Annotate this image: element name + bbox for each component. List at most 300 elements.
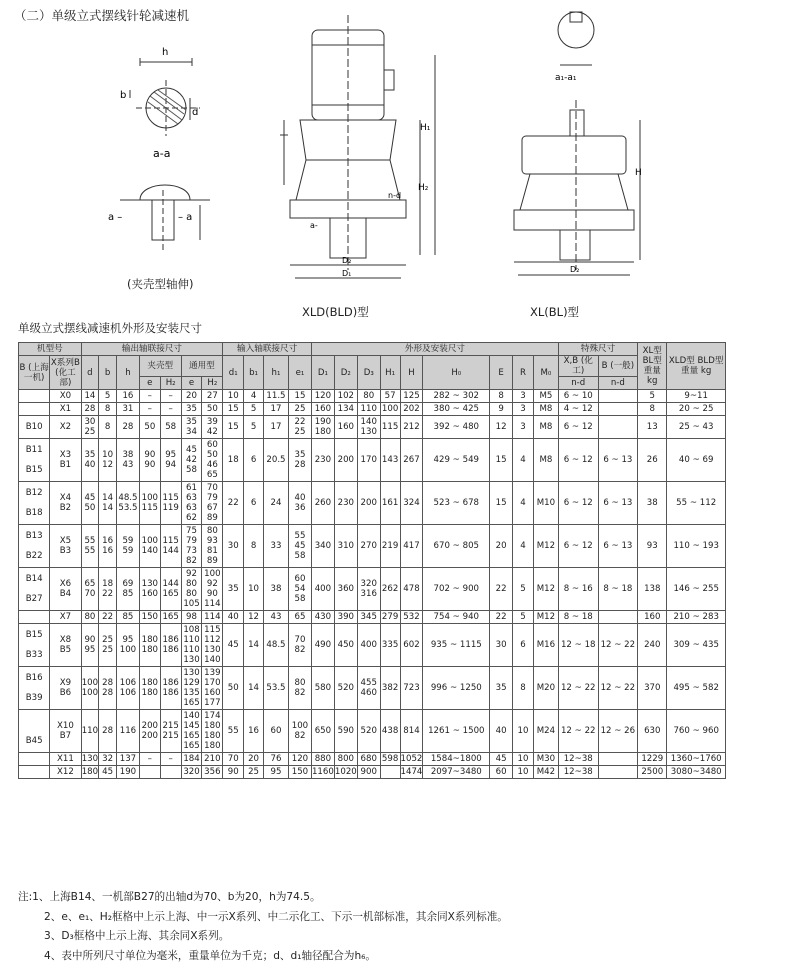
table-cell: 137 xyxy=(116,753,139,766)
svg-text:D₂: D₂ xyxy=(342,256,352,265)
table-cell: 45 xyxy=(99,766,117,779)
table-cell: M42 xyxy=(533,766,558,779)
table-cell: 31 xyxy=(116,403,139,416)
table-cell: 33 xyxy=(263,525,288,568)
table-cell: 5 xyxy=(513,611,534,624)
table-cell: 6 ~ 12 xyxy=(558,439,598,482)
table-cell: X12 xyxy=(50,766,81,779)
svg-text:a –: a – xyxy=(108,212,123,223)
table-cell: 53.5 xyxy=(263,667,288,710)
clamp-shaft-caption: (夹壳型轴伸) xyxy=(127,277,194,291)
table-cell: 219 xyxy=(380,525,400,568)
table-cell: 28 28 xyxy=(99,667,117,710)
svg-text:H: H xyxy=(635,168,642,178)
table-cell: 1584~1800 xyxy=(423,753,490,766)
table-cell: 723 xyxy=(400,667,423,710)
table-cell: 116 xyxy=(116,710,139,753)
table-cell xyxy=(19,390,50,403)
table-cell: 6 ~ 12 xyxy=(558,482,598,525)
table-cell xyxy=(19,753,50,766)
table-cell: 800 xyxy=(334,753,357,766)
table-cell: 380 ~ 425 xyxy=(423,403,490,416)
table-cell: 28 xyxy=(81,403,99,416)
table-cell: 186 186 xyxy=(160,667,181,710)
table-cell: M20 xyxy=(533,667,558,710)
table-cell: 38 43 xyxy=(116,439,139,482)
table-cell: 10 xyxy=(244,568,264,611)
hdr-d1: d₁ xyxy=(223,356,244,390)
table-cell: 160 xyxy=(334,416,357,439)
table-cell: 60 xyxy=(263,710,288,753)
table-cell: 202 xyxy=(400,403,423,416)
table-cell: 55 55 xyxy=(81,525,99,568)
hdr-b: b xyxy=(99,356,117,390)
table-cell: 324 xyxy=(400,482,423,525)
hdr-H: H xyxy=(400,356,423,390)
table-cell: 6 ~ 12 xyxy=(558,416,598,439)
table-cell: 490 xyxy=(311,624,334,667)
table-cell: X4 B2 xyxy=(50,482,81,525)
table-cell: 4 ~ 12 xyxy=(558,403,598,416)
table-cell: 814 xyxy=(400,710,423,753)
table-cell: 14 xyxy=(244,667,264,710)
table-cell: 215 215 xyxy=(160,710,181,753)
table-row xyxy=(19,416,726,439)
table-cell: 6 xyxy=(244,439,264,482)
table-cell: 16 xyxy=(116,390,139,403)
table-cell: 40 xyxy=(490,710,513,753)
table-cell: 590 xyxy=(334,710,357,753)
table-cell: 260 xyxy=(311,482,334,525)
table-cell: 57 xyxy=(380,390,400,403)
table-row xyxy=(19,611,726,624)
table-cell: 90 xyxy=(223,766,244,779)
table-cell xyxy=(598,766,638,779)
table-cell: 25 xyxy=(244,766,264,779)
table-cell: 13 xyxy=(638,416,667,439)
table-cell: 5 xyxy=(513,568,534,611)
table-cell: 25 xyxy=(288,403,311,416)
table-cell xyxy=(598,753,638,766)
table-cell: M12 xyxy=(533,611,558,624)
table-cell: 50 xyxy=(139,416,160,439)
table-cell: 35 xyxy=(490,667,513,710)
table-cell: B13 B22 xyxy=(19,525,50,568)
table-cell: 8 ~ 16 xyxy=(558,568,598,611)
table-cell: 100 xyxy=(381,404,399,414)
table-cell: 10 12 xyxy=(99,439,117,482)
hdr-general-e: e xyxy=(181,377,202,390)
table-cell: – xyxy=(160,390,181,403)
table-cell: 61 63 63 62 xyxy=(181,482,202,525)
hdr-xl-weight: XL型 BL型 重量 kg xyxy=(638,343,667,390)
hdr-special-b: B (一般) xyxy=(598,356,638,377)
table-cell: 212 xyxy=(400,416,423,439)
hdr-clamp-h2: H₂ xyxy=(160,377,181,390)
table-cell: X11 xyxy=(50,753,81,766)
table-cell: 26 xyxy=(638,439,667,482)
hdr-b-col: B (上海 一机) xyxy=(19,356,50,390)
table-row xyxy=(19,753,726,766)
hdr-clamp-e: e xyxy=(139,377,160,390)
dim-b-label: b xyxy=(120,90,127,101)
table-cell: 14 14 xyxy=(99,482,117,525)
table-cell: 9~11 xyxy=(667,390,726,403)
xld-drawing xyxy=(270,10,450,300)
table-row xyxy=(19,568,726,611)
table-cell: 184 xyxy=(181,753,202,766)
table-cell: 320 xyxy=(181,766,202,779)
table-cell: 76 xyxy=(263,753,288,766)
table-cell: 45 42 58 xyxy=(181,439,202,482)
table-cell: 15 xyxy=(490,439,513,482)
table-cell xyxy=(19,766,50,779)
table-cell: B45 xyxy=(19,710,50,753)
table-cell: 340 xyxy=(311,525,334,568)
table-cell: 50 xyxy=(202,403,223,416)
table-cell: 90 95 xyxy=(81,624,99,667)
table-cell: 20 xyxy=(181,390,202,403)
table-cell: 11.5 xyxy=(263,390,288,403)
table-cell: 100 82 xyxy=(288,710,311,753)
table-cell: 438 xyxy=(380,710,400,753)
table-cell: 356 xyxy=(202,766,223,779)
table-cell: 100 92 90 114 xyxy=(202,568,223,611)
table-cell: 30 xyxy=(223,525,244,568)
note-1: 注:1、上海B14、一机部B27的出轴d为70、b为20，h为74.5。 xyxy=(18,891,321,903)
table-cell: 30 25 xyxy=(81,416,99,439)
table-cell: 5 xyxy=(244,416,264,439)
table-cell: 12 ~ 22 xyxy=(558,710,598,753)
table-cell: 35 40 xyxy=(81,439,99,482)
table-cell: 43 xyxy=(263,611,288,624)
table-cell: 130 xyxy=(81,754,99,764)
table-cell: 935 ~ 1115 xyxy=(423,624,490,667)
table-cell: 161 xyxy=(380,482,400,525)
svg-text:a-: a- xyxy=(310,221,318,230)
table-cell: 200 xyxy=(357,482,380,525)
table-cell: 39 42 xyxy=(202,416,223,439)
table-cell: 210 ~ 283 xyxy=(667,611,726,624)
table-cell: 880 xyxy=(311,753,334,766)
table-cell: 17 xyxy=(263,416,288,439)
table-cell: 114 xyxy=(202,611,223,624)
table-cell: 520 xyxy=(334,667,357,710)
table-cell: 15 xyxy=(288,390,311,403)
table-cell: 186 186 xyxy=(160,624,181,667)
table-cell: 4 xyxy=(513,482,534,525)
table-cell: 22 xyxy=(223,482,244,525)
table-cell: 190 xyxy=(116,766,139,779)
table-cell: B16 B39 xyxy=(19,667,50,710)
table-cell: 400 xyxy=(357,624,380,667)
svg-text:D₁: D₁ xyxy=(342,269,352,278)
table-cell: 60 50 46 65 xyxy=(202,439,223,482)
hdr-H1: H₁ xyxy=(380,356,400,390)
table-cell: 70 xyxy=(223,753,244,766)
table-cell: 4 xyxy=(244,390,264,403)
table-cell: 165 xyxy=(160,611,181,624)
note-2: 2、e、e₁、H₂框格中上示上海、中一示X系列、中二示化工、下示一机部标准，其余同X系列标准。 xyxy=(44,910,508,923)
table-cell: 4 xyxy=(513,439,534,482)
table-cell: 22 xyxy=(99,611,117,624)
hdr-nd-1: n-d xyxy=(558,377,598,390)
table-cell: 40 36 xyxy=(288,482,311,525)
table-cell: 48.5 xyxy=(263,624,288,667)
table-cell: 754 ~ 940 xyxy=(423,611,490,624)
table-cell: 139 170 160 177 xyxy=(202,667,223,710)
table-cell: 20 xyxy=(490,525,513,568)
table-cell: 12 xyxy=(244,611,264,624)
table-cell: 3 xyxy=(513,390,534,403)
table-cell: 108 110 110 130 xyxy=(181,624,202,667)
table-cell: 58 xyxy=(160,416,181,439)
hdr-H0: H₀ xyxy=(423,356,490,390)
table-cell: 1261 ~ 1500 xyxy=(423,710,490,753)
table-cell: 38 xyxy=(638,482,667,525)
table-cell: 430 xyxy=(311,611,334,624)
table-cell: 45 xyxy=(490,753,513,766)
table-cell: 45 xyxy=(223,624,244,667)
table-cell: X7 xyxy=(50,611,81,624)
hdr-d: d xyxy=(81,356,99,390)
table-cell: 143 xyxy=(380,439,400,482)
table-cell: 370 xyxy=(638,667,667,710)
table-row xyxy=(19,403,726,416)
table-cell: 22 xyxy=(490,568,513,611)
svg-text:– a: – a xyxy=(178,212,193,223)
table-cell: 360 xyxy=(334,568,357,611)
table-cell: 270 xyxy=(357,525,380,568)
table-cell: 2097~3480 xyxy=(423,766,490,779)
table-cell: 495 ~ 582 xyxy=(667,667,726,710)
table-cell: 450 xyxy=(334,624,357,667)
hdr-D1: D₁ xyxy=(311,356,334,390)
table-cell: 455 460 xyxy=(357,667,380,710)
table-cell: 680 xyxy=(357,753,380,766)
table-cell: M8 xyxy=(533,439,558,482)
table-cell: 180 xyxy=(81,767,99,777)
table-row xyxy=(19,482,726,525)
table-cell: 1229 xyxy=(638,753,667,766)
table-cell: 200 200 xyxy=(139,710,160,753)
table-cell: 65 xyxy=(288,611,311,624)
hdr-output: 输出轴联接尺寸 xyxy=(81,343,223,356)
hdr-h: h xyxy=(116,356,139,390)
table-row xyxy=(19,710,726,753)
table-cell: 3080~3480 xyxy=(667,766,726,779)
table-row xyxy=(19,766,726,779)
table-cell: 55 45 58 xyxy=(288,525,311,568)
table-cell xyxy=(160,766,181,779)
table-cell: 134 xyxy=(334,403,357,416)
table-cell: 282 ~ 302 xyxy=(423,390,490,403)
table-cell: 580 xyxy=(311,667,334,710)
table-cell: 10 xyxy=(513,710,534,753)
table-cell: 210 xyxy=(202,753,223,766)
table-cell: 144 165 xyxy=(160,568,181,611)
table-cell: 5 xyxy=(244,403,264,416)
table-cell: 345 xyxy=(357,611,380,624)
table-cell xyxy=(139,766,160,779)
table-row xyxy=(19,390,726,403)
table-cell: 140 145 165 165 xyxy=(181,710,202,753)
table-cell: 8 xyxy=(490,390,513,403)
table-cell: 180 180 xyxy=(139,667,160,710)
table-cell: 120 xyxy=(288,753,311,766)
table-cell: X2 xyxy=(50,416,81,439)
table-cell: 532 xyxy=(400,611,423,624)
table-cell: 55 xyxy=(223,710,244,753)
svg-text:n-d: n-d xyxy=(388,191,402,200)
table-body xyxy=(19,390,726,779)
table-cell: 150 xyxy=(139,611,160,624)
hdr-input: 输入轴联接尺寸 xyxy=(223,343,312,356)
svg-text:H₂: H₂ xyxy=(418,183,429,193)
table-cell: M10 xyxy=(533,482,558,525)
table-cell: 17 xyxy=(263,403,288,416)
hdr-h1: h₁ xyxy=(263,356,288,390)
table-cell: 760 ~ 960 xyxy=(667,710,726,753)
table-cell: 16 16 xyxy=(99,525,117,568)
table-cell: M30 xyxy=(533,753,558,766)
table-cell: 80 xyxy=(357,390,380,403)
table-cell: 1474 xyxy=(400,767,423,777)
table-cell xyxy=(598,403,638,416)
table-cell: 400 xyxy=(311,568,334,611)
table-cell: 16 xyxy=(244,710,264,753)
table-cell: 32 xyxy=(99,753,117,766)
table-cell: 138 xyxy=(638,568,667,611)
table-cell: 267 xyxy=(400,439,423,482)
table-cell: 30 xyxy=(490,624,513,667)
table-row xyxy=(19,624,726,667)
table-cell: 95 100 xyxy=(116,624,139,667)
table-cell: 115 119 xyxy=(160,482,181,525)
table-cell: 14 xyxy=(81,390,99,403)
table-cell: 1020 xyxy=(334,767,357,777)
table-cell: 115 xyxy=(380,416,400,439)
section-aa-caption: a-a xyxy=(153,147,171,160)
table-cell: 18 22 xyxy=(99,568,117,611)
hdr-clamp: 夹壳型 xyxy=(139,356,181,377)
hdr-b1: b₁ xyxy=(244,356,264,390)
table-cell: 160 xyxy=(638,611,667,624)
table-cell: 18 xyxy=(223,439,244,482)
table-cell: 650 xyxy=(311,710,334,753)
hdr-R: R xyxy=(513,356,534,390)
table-title: 单级立式摆线减速机外形及安装尺寸 xyxy=(18,321,202,335)
table-cell: 70 82 xyxy=(288,624,311,667)
table-cell: – xyxy=(160,753,181,766)
table-cell: 900 xyxy=(357,766,380,779)
table-cell: 130 129 135 165 xyxy=(181,667,202,710)
hdr-D2: D₂ xyxy=(334,356,357,390)
table-cell: – xyxy=(139,390,160,403)
svg-text:H₁: H₁ xyxy=(420,123,431,133)
table-cell: 190 180 xyxy=(311,416,334,439)
table-cell: 45 50 xyxy=(81,482,99,525)
table-cell: 598 xyxy=(381,754,399,764)
table-cell: 95 xyxy=(263,766,288,779)
table-cell: X3 B1 xyxy=(50,439,81,482)
table-cell: 8 xyxy=(99,416,117,439)
table-cell: 115 144 xyxy=(160,525,181,568)
table-cell: – xyxy=(160,403,181,416)
hdr-e1: e₁ xyxy=(288,356,311,390)
table-row xyxy=(19,525,726,568)
hdr-model: 机型号 xyxy=(19,343,82,356)
table-cell: 6 ~ 12 xyxy=(558,525,598,568)
table-cell: 1160 xyxy=(311,767,334,777)
table-cell xyxy=(380,766,400,779)
table-cell: 8 xyxy=(513,667,534,710)
table-cell: 125 xyxy=(400,390,423,403)
table-cell: 279 xyxy=(381,612,399,622)
table-cell: 95 94 xyxy=(160,439,181,482)
table-cell: 15 xyxy=(490,482,513,525)
table-cell: 6 ~ 10 xyxy=(558,390,598,403)
table-cell: 230 xyxy=(334,482,357,525)
table-cell: 35 xyxy=(181,403,202,416)
table-cell: 478 xyxy=(400,568,423,611)
table-cell: 309 ~ 435 xyxy=(667,624,726,667)
shaft-section-drawings xyxy=(100,40,230,290)
table-cell: 55 ~ 112 xyxy=(667,482,726,525)
table-cell: 20 xyxy=(244,753,264,766)
table-cell: M8 xyxy=(533,416,558,439)
table-cell: 262 xyxy=(380,568,400,611)
table-cell: 429 ~ 549 xyxy=(423,439,490,482)
table-cell: 110 ~ 193 xyxy=(667,525,726,568)
table-cell: 8 xyxy=(244,525,264,568)
table-cell: 10 xyxy=(513,766,534,779)
table-cell: 120 xyxy=(311,390,334,403)
table-cell xyxy=(598,611,638,624)
table-cell: 3 xyxy=(513,403,534,416)
table-cell: 69 85 xyxy=(116,568,139,611)
table-cell: B12 B18 xyxy=(19,482,50,525)
table-cell: B11 B15 xyxy=(19,439,50,482)
table-cell: 2500 xyxy=(638,766,667,779)
table-cell: 100 100 xyxy=(81,667,99,710)
table-cell: 14 xyxy=(244,624,264,667)
table-cell: 8 ~ 18 xyxy=(558,611,598,624)
dimensions-table xyxy=(18,342,726,779)
table-cell: 12 xyxy=(490,416,513,439)
note-4: 4、表中所列尺寸单位为毫米，重量单位为千克；d、d₁轴径配合为h₆。 xyxy=(44,949,377,962)
table-cell: 102 xyxy=(334,390,357,403)
table-cell: 180 180 xyxy=(139,624,160,667)
table-cell: – xyxy=(139,753,160,766)
table-cell: X10 B7 xyxy=(50,710,81,753)
hdr-nd-2: n-d xyxy=(598,377,638,390)
table-cell: 80 82 xyxy=(288,667,311,710)
table-cell: 28 xyxy=(116,416,139,439)
hdr-M0: M₀ xyxy=(533,356,558,390)
hdr-general-h2: H₂ xyxy=(202,377,223,390)
table-cell: X1 xyxy=(50,403,81,416)
xl-caption: XL(BL)型 xyxy=(530,305,580,319)
table-cell: 140 130 xyxy=(357,416,380,439)
table-cell: 15 xyxy=(223,403,244,416)
table-cell: 25 ~ 43 xyxy=(667,416,726,439)
table-cell: 27 xyxy=(202,390,223,403)
table-cell: 65 70 xyxy=(81,568,99,611)
table-cell: 110 xyxy=(357,403,380,416)
table-cell: M12 xyxy=(533,568,558,611)
table-cell: B14 B27 xyxy=(19,568,50,611)
